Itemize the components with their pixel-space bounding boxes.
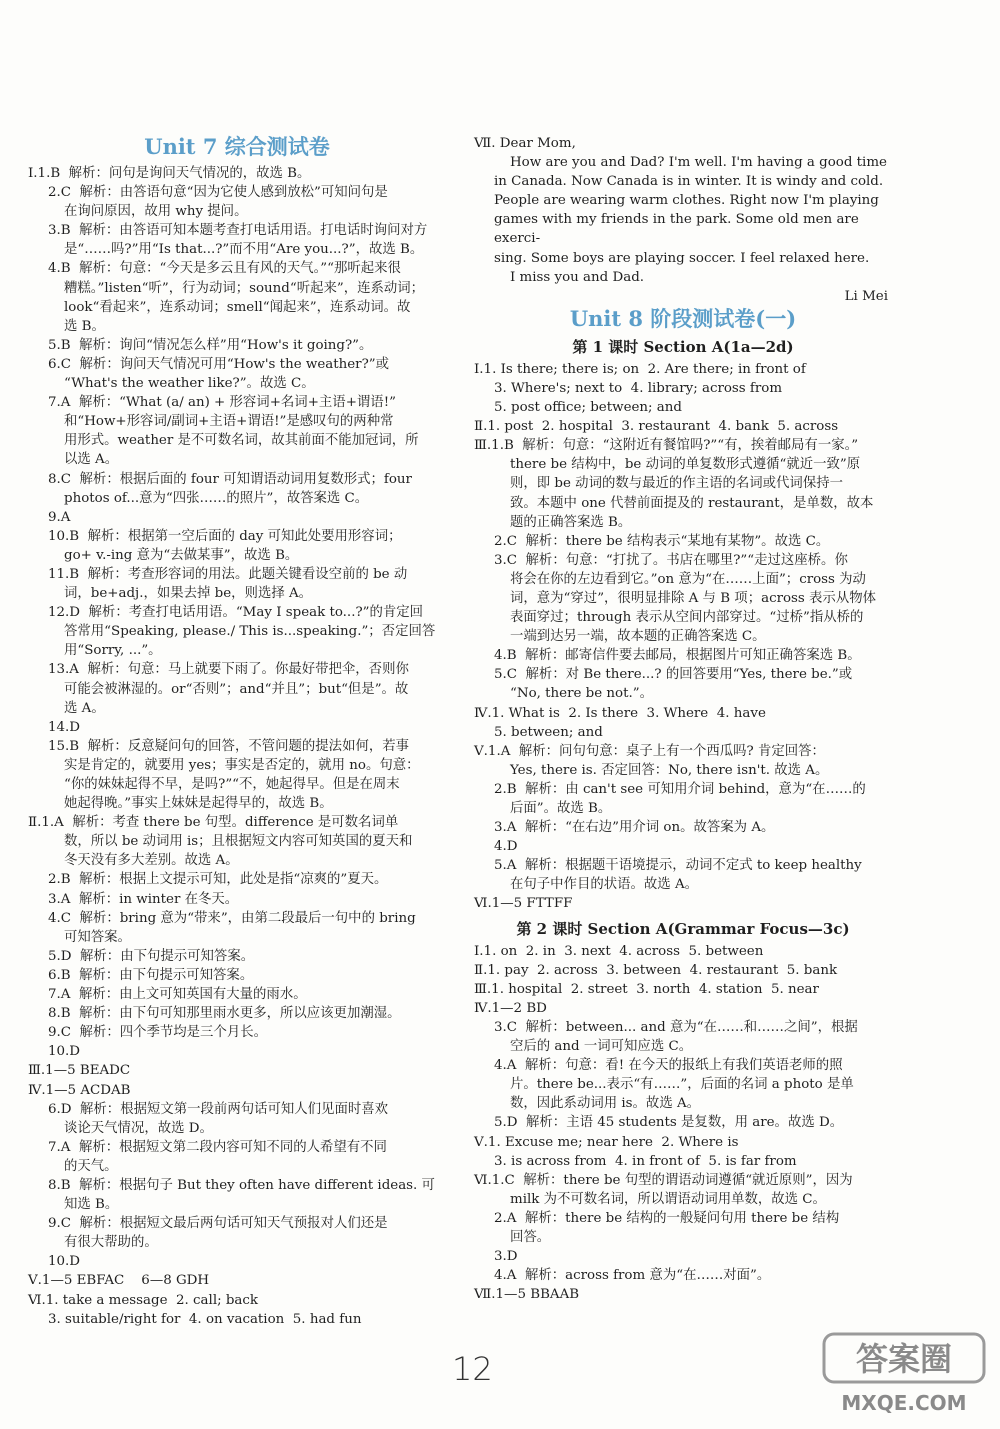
answer-line: 词，be+adj.，如果去掉 be，则选择 A。	[64, 586, 313, 602]
answer-line: 4.A 解析：across from 意为“在……对面”。	[494, 1268, 771, 1284]
answer-line: 将会在你的左边看到它。”on 意为“在……上面”；cross 为动	[510, 571, 866, 587]
answer-line: sing. Some boys are playing soccer. I feel relaxed here.	[494, 250, 870, 266]
answer-line: 7.A 解析：“What (a/ an) + 形容词+名词+主语+谓语!”	[48, 395, 396, 411]
answer-line: 数，因此系动词用 is。故选 A。	[510, 1096, 701, 1112]
answer-line: 3.A 解析：in winter 在冬天。	[48, 891, 239, 907]
answer-line: 13.A 解析：句意：马上就要下雨了。你最好带把伞，否则你	[48, 662, 409, 678]
answer-line: 3.B 解析：由答语可知本题考查打电话用语。打电话时询问对方	[48, 223, 428, 239]
answer-line: 数，所以 be 动词用 is；且根据短文内容可知英国的夏天和	[64, 834, 413, 850]
answer-line: 8.C 解析：根据后面的 four 可知谓语动词用复数形式；four	[48, 471, 412, 487]
section-title: 第 2 课时 Section A(Grammar Focus—3c)	[516, 919, 850, 938]
answer-line: 则，即 be 动词的数与最近的作主语的名词或代词保持一	[510, 476, 843, 492]
answer-line: 10.D	[48, 1044, 81, 1060]
answer-line: 14.D	[48, 719, 81, 735]
answer-line: 3.A 解析：“在右边”用介词 on。故答案为 A。	[494, 820, 775, 836]
answer-line: 以选 A。	[64, 452, 119, 468]
answer-line: in Canada. Now Canada is in winter. It is windy and cold.	[494, 174, 884, 190]
answer-line: 题的正确答案选 B。	[510, 514, 632, 530]
answer-line: Ⅲ.1—5 BEADC	[28, 1063, 131, 1079]
answer-line: Ⅰ.1. Is there; there is; on 2. Are there; in front of	[474, 361, 806, 377]
answer-line: 表面穿过；through 表示从空间内部穿过。“过桥”指从桥的	[510, 610, 864, 626]
answer-line: 7.A 解析：由上文可知英国有大量的雨水。	[48, 987, 307, 1003]
answer-line: 5. between; and	[494, 724, 603, 740]
answer-line: “What's the weather like?”。故选 C。	[64, 376, 315, 392]
answer-line: 3. suitable/right for 4. on vacation 5. had fun	[48, 1311, 362, 1327]
answer-line: 6.C 解析：询问天气情况可用“How's the weather?”或	[48, 356, 389, 372]
answer-line: photos of...意为“四张……的照片”，故答案选 C。	[64, 490, 369, 506]
answer-line: 2.A 解析：there be 结构的一般疑问句用 there be 结构	[494, 1210, 840, 1226]
answer-line: 用“Sorry, ...”。	[64, 643, 162, 659]
answer-line: 糟糕。”listen“听”，行为动词；sound“听起来”，连系动词；	[64, 280, 425, 296]
answer-line: How are you and Dad? I'm well. I'm having a good time	[510, 155, 887, 171]
answer-line: 8.B 解析：根据句子 But they often have different ideas. 可	[48, 1177, 435, 1193]
answer-line: 5.C 解析：对 Be there...? 的回答要用“Yes, there be.”或	[494, 667, 853, 683]
answer-line: Ⅳ.1—5 ACDAB	[28, 1082, 131, 1098]
answer-line: Ⅴ.1.A 解析：问句句意：桌子上有一个西瓜吗? 肯定回答：	[474, 743, 825, 759]
answer-line: 实是肯定的，就要用 yes；事实是否定的，就用 no。句意：	[64, 757, 420, 773]
answer-line: 谈论天气情况，故选 D。	[64, 1120, 213, 1136]
answer-line: 回答。	[510, 1229, 551, 1245]
answer-line: 3.D	[494, 1249, 518, 1265]
answer-line: 她起得晚。”事实上妹妹是起得早的，故选 B。	[64, 796, 333, 812]
answer-line: 冬天没有多大差别。故选 A。	[64, 853, 239, 869]
answer-line: People are wearing warm clothes. Right now I'm playing	[494, 193, 879, 209]
answer-line: 知选 B。	[64, 1197, 119, 1213]
answer-line: 在句子中作目的状语。故选 A。	[510, 877, 699, 893]
page-number: 12	[452, 1350, 493, 1388]
answer-line: look“看起来”，连系动词；smell“闻起来”，连系动词。故	[64, 299, 411, 315]
answer-line: games with my friends in the park. Some old men are exerci-	[494, 212, 864, 247]
answer-line: 可知答案。	[64, 929, 131, 945]
answer-line: 3. is across from 4. in front of 5. is far from	[494, 1153, 797, 1169]
watermark-bottom: MXQE.COM	[841, 1391, 967, 1415]
answer-line: 10.B 解析：根据第一空后面的 day 可知此处要用形容词；	[48, 528, 402, 544]
answer-line: Ⅱ.1.A 解析：考查 there be 句型。difference 是可数名词单	[28, 815, 399, 831]
answer-line: 12.D 解析：考查打电话用语。“May I speak to...?”的肯定回	[48, 605, 424, 621]
answer-line: 11.B 解析：考查形容词的用法。此题关键看设空前的 be 动	[48, 566, 408, 582]
answer-line: 5.D 解析：主语 45 students 是复数，用 are。故选 D。	[494, 1115, 844, 1131]
answer-line: 5. post office; between; and	[494, 400, 682, 416]
answer-line: “No, there be not.”。	[510, 686, 653, 702]
answer-line: 片。there be...表示“有……”，后面的名词 a photo 是单	[510, 1077, 854, 1093]
watermark-top: 答案圈	[855, 1340, 953, 1378]
answer-line: Ⅲ.1. hospital 2. street 3. north 4. station 5. near	[474, 981, 819, 997]
answer-line: 选 B。	[64, 318, 105, 334]
answer-line: Ⅲ.1.B 解析：句意：“这附近有餐馆吗?”“有，挨着邮局有一家。”	[474, 438, 859, 454]
answer-line: 可能会被淋湿的。or“否则”；and“并且”；but“但是”。故	[64, 681, 409, 697]
answer-line: Ⅰ.1. on 2. in 3. next 4. across 5. between	[474, 943, 764, 959]
section-title: 第 1 课时 Section A(1a—2d)	[572, 337, 794, 356]
answer-line: Ⅳ.1. What is 2. Is there 3. Where 4. have	[474, 705, 766, 721]
answer-line: 是“……吗?”用“Is that...?”而不用“Are you...?”，故选 B。	[64, 242, 424, 258]
answer-line: 2.B 解析：由 can't see 可知用介词 behind，意为“在……的	[494, 781, 866, 797]
answer-line: there be 结构中，be 动词的单复数形式遵循“就近一致”原	[510, 457, 861, 473]
answer-line: 答常用“Speaking, please./ This is...speaking.”；否定回答	[64, 624, 436, 640]
answer-line: Ⅰ.1.B 解析：问句是询问天气情况的，故选 B。	[28, 166, 311, 181]
answer-line: 的天气。	[64, 1158, 118, 1174]
answer-line: Ⅱ.1. pay 2. across 3. between 4. restaurant 5. bank	[474, 962, 838, 978]
answer-line: 10.D	[48, 1254, 81, 1270]
answer-line: 2.B 解析：根据上文提示可知，此处是指“凉爽的”夏天。	[48, 872, 388, 888]
answer-line: 在询问原因，故用 why 提问。	[64, 204, 248, 220]
answer-line: 5.B 解析：询问“情况怎么样”用“How's it going?”。	[48, 337, 373, 353]
answer-line: 空后的 and 一词可知应选 C。	[510, 1039, 693, 1055]
answer-line: 9.C 解析：四个季节均是三个月长。	[48, 1025, 268, 1041]
answer-line: Ⅵ.1.C 解析：there be 句型的谓语动词遵循“就近原则”，因为	[474, 1172, 853, 1188]
answer-line: Ⅶ. Dear Mom,	[474, 136, 576, 151]
answer-line: 4.D	[494, 839, 518, 855]
answer-line: 4.A 解析：句意：看! 在今天的报纸上有我们英语老师的照	[494, 1058, 843, 1074]
answer-line: Li Mei	[844, 288, 888, 304]
answer-line: Ⅴ.1. Excuse me; near here 2. Where is	[474, 1134, 739, 1150]
answer-line: 3.C 解析：句意：“打扰了。书店在哪里?”“走过这座桥。你	[494, 552, 848, 568]
answer-line: 2.C 解析：there be 结构表示“某地有某物”。故选 C。	[494, 533, 830, 549]
unit-title: Unit 8 阶段测试卷(一)	[569, 305, 797, 331]
answer-line: 9.A	[48, 509, 71, 525]
answer-line: “你的妹妹起得不早，是吗?”“不，她起得早。但是在周末	[64, 777, 400, 792]
answer-line: 9.C 解析：根据短文最后两句话可知天气预报对人们还是	[48, 1216, 388, 1232]
answer-line: 7.A 解析：根据短文第二段内容可知不同的人希望有不同	[48, 1139, 387, 1155]
answer-line: 一端到达另一端，故本题的正确答案选 C。	[510, 629, 766, 645]
left-column	[28, 134, 446, 1329]
answer-line: 词，意为“穿过”，很明显排除 A 与 B 项；across 表示从物体	[510, 590, 876, 606]
answer-line: milk 为不可数名词，所以谓语动词用单数，故选 C。	[510, 1191, 826, 1207]
answer-line: Ⅵ.1. take a message 2. call; back	[28, 1292, 259, 1308]
watermark-logo	[820, 1330, 990, 1420]
answer-line: Yes, there is. 否定回答：No, there isn't. 故选 A。	[510, 762, 829, 778]
answer-line: 和“How+形容词/副词+主语+谓语!”是感叹句的两种常	[64, 414, 394, 430]
answer-line: Ⅶ.1—5 BBAAB	[474, 1287, 580, 1303]
answer-line: 有很大帮助的。	[64, 1235, 158, 1251]
answer-line: Ⅳ.1—2 BD	[474, 1000, 547, 1016]
answer-line: Ⅴ.1—5 EBFAC 6—8 GDH	[28, 1273, 210, 1289]
answer-line: 4.B 解析：句意：“今天是多云且有风的天气。”“那听起来很	[48, 261, 401, 277]
answer-line: Ⅱ.1. post 2. hospital 3. restaurant 4. bank 5. across	[474, 419, 839, 435]
answer-line: 15.B 解析：反意疑问句的回答，不管问题的提法如何，若事	[48, 738, 410, 754]
answer-line: 致。本题中 one 代替前面提及的 restaurant，是单数，故本	[510, 495, 874, 511]
answer-line: 4.C 解析：bring 意为“带来”，由第二段最后一句中的 bring	[48, 910, 416, 926]
answer-line: 3. Where's; next to 4. library; across from	[494, 380, 783, 396]
answer-line: 8.B 解析：由下句可知那里雨水更多，所以应该更加潮湿。	[48, 1006, 401, 1022]
answer-line: 4.B 解析：邮寄信件要去邮局，根据图片可知正确答案选 B。	[494, 648, 861, 664]
answer-line: 用形式。weather 是不可数名词，故其前面不能加冠词，所	[64, 433, 419, 449]
answer-line: 5.A 解析：根据题干语境提示，动词不定式 to keep healthy	[494, 858, 862, 874]
answer-line: 后面”。故选 B。	[510, 801, 612, 816]
answer-line: 3.C 解析：between... and 意为“在……和……之间”，根据	[494, 1019, 858, 1035]
answer-line: 6.D 解析：根据短文第一段前两句话可知人们见面时喜欢	[48, 1101, 389, 1117]
answer-line: 5.D 解析：由下句提示可知答案。	[48, 948, 255, 964]
answer-line: 6.B 解析：由下句提示可知答案。	[48, 967, 254, 983]
answer-line: go+ v.-ing 意为“去做某事”，故选 B。	[64, 547, 299, 563]
unit-title: Unit 7 综合测试卷	[144, 134, 330, 159]
answer-line: Ⅵ.1—5 FTTFF	[474, 896, 573, 912]
answer-line: I miss you and Dad.	[510, 269, 645, 285]
right-column	[474, 134, 892, 1304]
answer-line: 2.C 解析：由答语句意“因为它使人感到放松”可知问句是	[48, 185, 388, 201]
answer-line: 选 A。	[64, 700, 105, 716]
